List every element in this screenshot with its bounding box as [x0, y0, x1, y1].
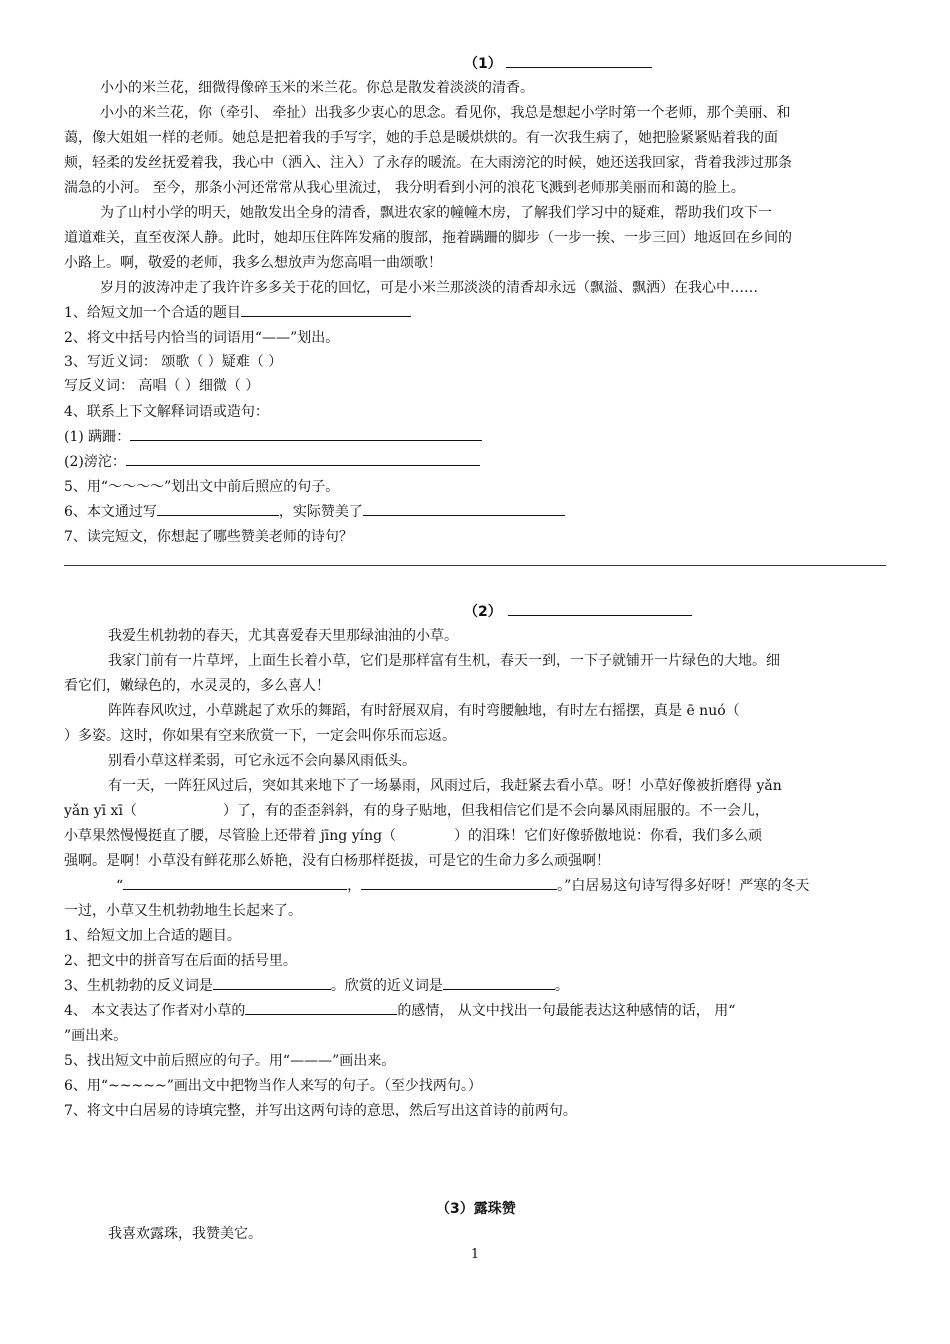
s2-poem-blank-1[interactable]: [123, 874, 347, 890]
s2-question-3-text-a: 3、生机勃勃的反义词是: [64, 978, 213, 994]
s1-question-2: 2、将文中括号内恰当的词语用“——”划出。: [64, 330, 340, 346]
page-number: 1: [470, 1247, 480, 1262]
s2-paragraph-6-line-2: 一过，小草又生机勃勃地生长起来了。: [64, 903, 302, 919]
s1-paragraph-1: 小小的米兰花，细微得像碎玉米的米兰花。你总是散发着淡淡的清香。: [100, 80, 534, 96]
section2-heading: [464, 600, 692, 623]
s2-pinyin-1: yǎn yī xī（: [64, 803, 137, 819]
s2-poem-open-quote: “: [116, 878, 124, 894]
s1-question-5: 5、用“～～～～”划出文中前后照应的句子。: [64, 479, 340, 495]
s1-question-4-2-text: (2)滂沱：: [64, 454, 126, 470]
s1-question-4-2: [64, 450, 886, 475]
s2-question-5: 5、找出短文中前后照应的句子。用“———”画出来。: [64, 1053, 396, 1069]
s2-paragraph-2-line-2: 看它们，嫩绿色的，水灵灵的，多么喜人！: [64, 678, 330, 694]
s1-question-3-synonyms: 3、写近义词： 颂歌（ ）疑难（ ）: [64, 354, 283, 370]
s1-question-1-blank[interactable]: [241, 301, 411, 317]
s2-poem-blank-2[interactable]: [361, 874, 557, 890]
s1-question-3-antonyms: 写反义词： 高唱（ ）细微（ ）: [64, 378, 260, 394]
section1-title-blank[interactable]: [506, 52, 652, 68]
s1-paragraph-2-line-3: 颊，轻柔的发丝抚爱着我，我心中（洒入、注入）了永存的暖流。在大雨滂沱的时候，她还送我回家，背着我涉过那条: [64, 155, 792, 171]
s2-paragraph-5-line-2: [64, 799, 886, 824]
s2-poem-line: [64, 874, 886, 899]
s2-paragraph-5-line-3: [64, 824, 886, 849]
s2-question-4-text-b: 的感情， 从文中找出一句最能表达这种感情的话， 用“: [397, 1003, 736, 1019]
s2-question-7: 7、将文中白居易的诗填完整，并写出这两句诗的意思，然后写出这首诗的前两句。: [64, 1103, 577, 1119]
s2-question-3: [64, 974, 886, 999]
s2-poem-comma: ，: [347, 878, 362, 894]
section-divider: [64, 565, 886, 566]
s1-question-6-blank-b[interactable]: [363, 500, 565, 516]
section2-title-blank[interactable]: [508, 600, 692, 616]
s2-question-3-text-b: 。欣赏的近义词是: [330, 978, 443, 994]
s1-question-4-1-text: (1) 蹒跚：: [64, 429, 131, 445]
s2-paragraph-1: 我爱生机勃勃的春天，尤其喜爱春天里那绿油油的小草。: [108, 628, 458, 644]
section1-heading: [464, 52, 652, 75]
s1-paragraph-3-line-3: 小路上。啊，敬爱的老师，我多么想放声为您高唱一曲颂歌！: [64, 255, 442, 271]
s2-paragraph-2-line-1: 我家门前有一片草坪，上面生长着小草，它们是那样富有生机，春天一到，一下子就铺开一片绿色的大地。细: [108, 653, 780, 669]
s2-paragraph-3-line-1: 阵阵春风吹过，小草跳起了欢乐的舞蹈，有时舒展双肩，有时弯腰触地，有时左右摇摆，真是 ē nuó（: [108, 703, 740, 719]
section2-number: （2）: [464, 604, 502, 620]
s2-paragraph-3-line-2: ）多姿。这时，你如果有空来欣赏一下，一定会叫你乐而忘返。: [64, 728, 456, 744]
s2-paragraph-5-line-1: 有一天，一阵狂风过后，突如其来地下了一场暴雨，风雨过后，我赶紧去看小草。呀！小草好像被折磨得 yǎn: [108, 778, 782, 794]
s1-question-6-blank-a[interactable]: [157, 500, 279, 516]
s2-poem-rest: 。”白居易这句诗写得多好呀！严寒的冬天: [557, 878, 810, 894]
s2-question-6: 6、用“~~~~~”画出文中把物当作人来写的句子。（至少找两句。）: [64, 1078, 482, 1094]
s2-question-3-blank-a[interactable]: [213, 974, 331, 990]
s1-paragraph-2-line-1: 小小的米兰花，你（牵引、 牵扯）出我多少衷心的思念。看见你，我总是想起小学时第一个老师，那个美丽、和: [100, 105, 791, 121]
s1-question-4-2-blank[interactable]: [126, 450, 480, 466]
s1-paragraph-4: 岁月的波涛冲走了我许许多多关于花的回忆，可是小米兰那淡淡的清香却永远（飘溢、飘洒）在我心中……: [100, 280, 758, 296]
s2-question-3-blank-b[interactable]: [443, 974, 555, 990]
s2-paragraph-5-line-2-rest: ）了，有的歪歪斜斜，有的身子贴地，但我相信它们是不会向暴风雨屈服的。不一会儿，: [222, 803, 769, 819]
s1-paragraph-2-line-4: 湍急的小河。 至今，那条小河还常常从我心里流过， 我分明看到小河的浪花飞溅到老师那美丽而和蔼的脸上。: [64, 180, 745, 196]
s1-paragraph-3-line-1: 为了山村小学的明天，她散发出全身的清香，飘进农家的幢幢木房，了解我们学习中的疑难，帮助我们攻下一: [100, 205, 772, 221]
s1-question-6: [64, 500, 886, 525]
s2-question-4-line-2: ”画出来。: [64, 1028, 128, 1044]
s2-pinyin-2: 小草果然慢慢挺直了腰，尽管脸上还带着 jīng yíng（: [64, 828, 397, 844]
s1-question-7: 7、读完短文，你想起了哪些赞美老师的诗句？: [64, 529, 353, 545]
s1-question-4-1-blank[interactable]: [130, 425, 482, 441]
s1-question-1-text: 1、给短文加一个合适的题目: [64, 305, 241, 321]
s2-paragraph-5-line-4: 强啊。是啊！小草没有鲜花那么娇艳，没有白杨那样挺拔，可是它的生命力多么顽强啊！: [64, 853, 610, 869]
s1-question-6-text-b: ，实际赞美了: [278, 504, 363, 520]
s2-question-3-end: 。: [554, 978, 569, 994]
s2-paragraph-4: 别看小草这样柔弱，可它永远不会向暴风雨低头。: [108, 753, 416, 769]
s1-question-4: 4、联系上下文解释词语或造句：: [64, 404, 269, 420]
s2-paragraph-5-line-3-rest: ）的泪珠！它们好像骄傲地说：你看，我们多么顽: [454, 828, 763, 844]
s2-question-1: 1、给短文加上合适的题目。: [64, 928, 241, 944]
section1-number: （1）: [464, 56, 502, 72]
s1-paragraph-3-line-2: 道道难关，直至夜深人静。此时，她却压住阵阵发痛的腹部，拖着蹒跚的脚步（一步一挨、一步三回）地返回在乡间的: [64, 230, 792, 246]
s3-paragraph-1: 我喜欢露珠，我赞美它。: [108, 1226, 262, 1242]
s2-question-2: 2、把文中的拼音写在后面的括号里。: [64, 953, 297, 969]
s1-paragraph-2-line-2: 蔼，像大姐姐一样的老师。她总是把着我的手写字，她的手总是暖烘烘的。有一次我生病了，她把脸紧紧贴着我的面: [64, 130, 778, 146]
s2-question-4-blank[interactable]: [245, 999, 397, 1015]
section3-title: （3）露珠赞: [436, 1201, 516, 1217]
s1-question-4-1: [64, 425, 886, 450]
s1-question-1: [64, 301, 886, 326]
s1-question-6-text-a: 6、本文通过写: [64, 504, 157, 520]
s2-question-4-text-a: 4、 本文表达了作者对小草的: [64, 1003, 246, 1019]
s2-question-4-line-1: [64, 999, 886, 1024]
